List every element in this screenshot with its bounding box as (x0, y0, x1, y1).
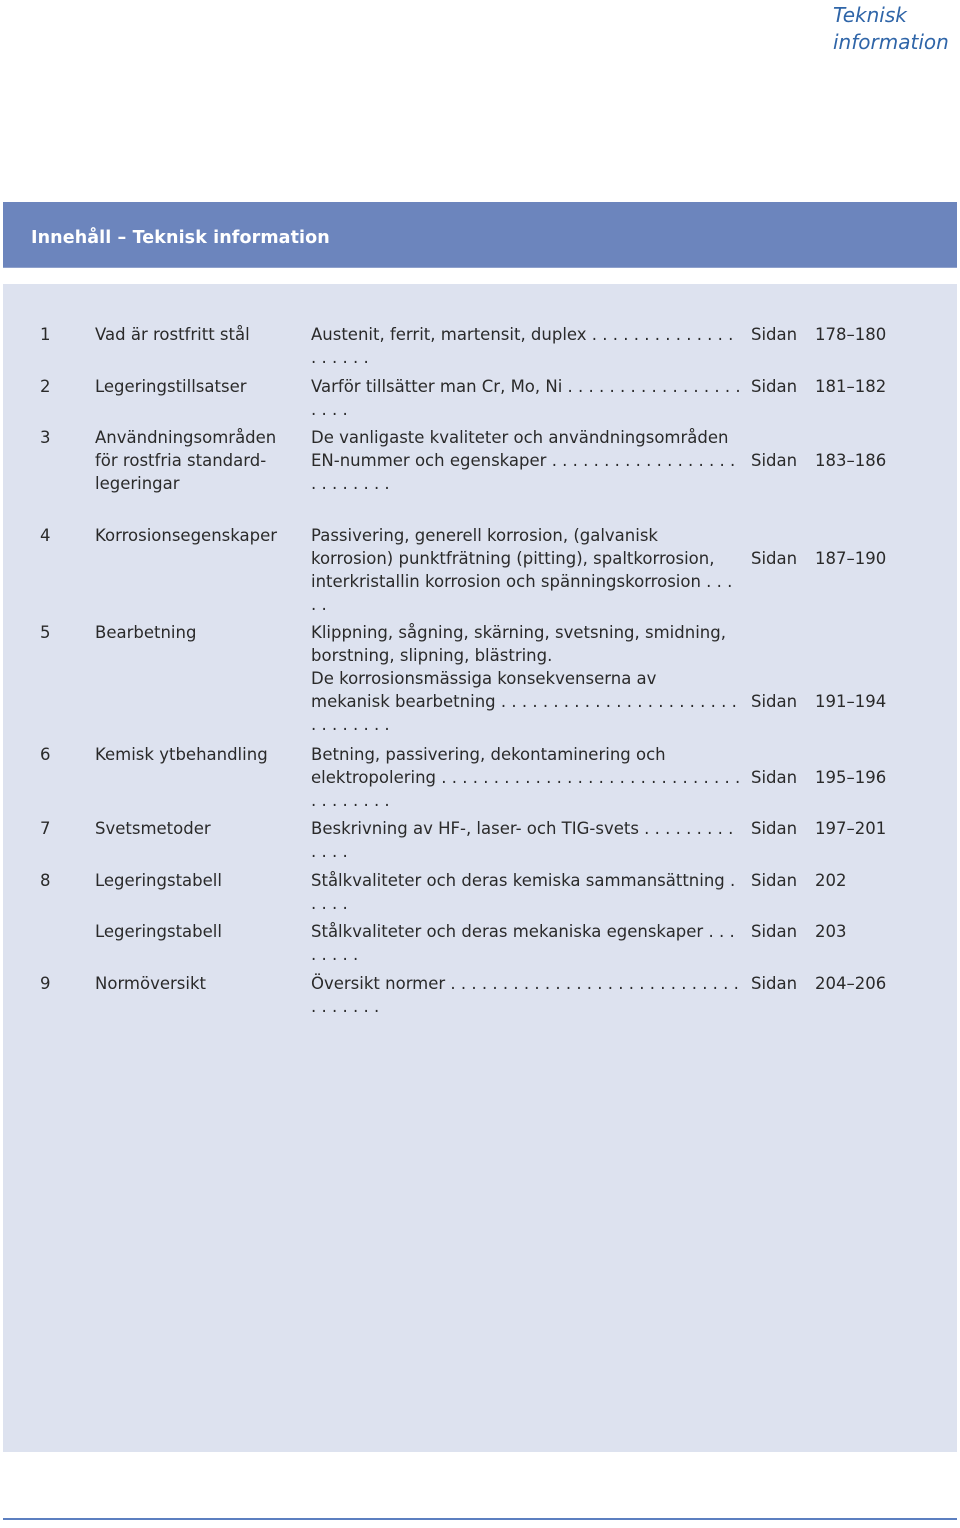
toc-row (3, 524, 957, 614)
chapter-title-line: Legeringstabell (95, 871, 222, 890)
contents-title: Innehåll – Teknisk information (31, 228, 330, 248)
chapter-description (311, 426, 741, 495)
chapter-description-line: Beskrivning av HF-, laser- och TIG-svets . . . . . . . . . . . . . (311, 819, 734, 861)
chapter-description-line: interkristallin korrosion och spänningskorrosion . . . . . (311, 572, 733, 614)
toc-row (3, 743, 957, 810)
chapter-description-line: De vanligaste kvaliteter och användningsområden (311, 428, 729, 447)
page-label: Sidan (751, 692, 798, 711)
chapter-title-line: Svetsmetoder (95, 819, 211, 838)
chapter-title (95, 426, 295, 495)
page-range: 203 (815, 922, 847, 941)
chapter-title-line: Legeringstabell (95, 922, 222, 941)
chapter-number: 6 (40, 745, 51, 764)
chapter-description-line: Stålkvaliteter och deras mekaniska egenskaper . . . . . . . . (311, 922, 735, 964)
chapter-title-line: Bearbetning (95, 623, 197, 642)
toc-row (3, 621, 957, 734)
chapter-description-line: elektropolering . . . . . . . . . . . . . . . . . . . . . . . . . . . . . . . . . . . . . (311, 768, 741, 810)
page-label: Sidan (751, 819, 798, 838)
chapter-number: 1 (40, 325, 51, 344)
chapter-title (95, 743, 295, 766)
chapter-description (311, 817, 741, 863)
page-range: 197–201 (815, 819, 887, 838)
chapter-title-line: legeringar (95, 474, 180, 493)
footer-divider (3, 1518, 957, 1520)
page-range: 183–186 (815, 451, 887, 470)
chapter-title (95, 817, 295, 840)
page-label: Sidan (751, 549, 798, 568)
page-label: Sidan (751, 974, 798, 993)
contents-panel (3, 284, 957, 1452)
page-label: Sidan (751, 922, 798, 941)
chapter-description (311, 323, 741, 369)
toc-row (3, 323, 957, 367)
chapter-description (311, 524, 741, 616)
toc-row (3, 817, 957, 861)
section-title-line-1: Teknisk (833, 3, 907, 27)
chapter-description (311, 869, 741, 915)
chapter-title-line: för rostfria standard- (95, 451, 267, 470)
page-label: Sidan (751, 768, 798, 787)
chapter-description-line: Varför tillsätter man Cr, Mo, Ni . . . . . . . . . . . . . . . . . . . . . (311, 377, 741, 419)
page-range: 204–206 (815, 974, 887, 993)
chapter-title (95, 524, 295, 547)
page-range: 181–182 (815, 377, 887, 396)
chapter-description (311, 743, 741, 812)
chapter-description-line: Betning, passivering, dekontaminering och (311, 745, 666, 764)
chapter-description (311, 920, 741, 966)
chapter-title-line: Användningsområden (95, 428, 277, 447)
chapter-description-line: Passivering, generell korrosion, (galvanisk (311, 526, 658, 545)
chapter-description-line: Stålkvaliteter och deras kemiska sammansättning . . . . . (311, 871, 736, 913)
chapter-description-line: korrosion) punktfrätning (pitting), spaltkorrosion, (311, 549, 715, 568)
page-label: Sidan (751, 325, 798, 344)
page-range: 191–194 (815, 692, 887, 711)
chapter-number: 8 (40, 871, 51, 890)
chapter-description (311, 621, 741, 736)
toc-row (3, 869, 957, 913)
section-title (833, 2, 958, 56)
chapter-description-line: EN-nummer och egenskaper . . . . . . . . . . . . . . . . . . . . . . . . . . (311, 451, 736, 493)
page-label: Sidan (751, 451, 798, 470)
chapter-number: 5 (40, 623, 51, 642)
toc-row (3, 972, 957, 1016)
chapter-title-line: Legeringstillsatser (95, 377, 247, 396)
toc-row (3, 426, 957, 495)
toc-row (3, 375, 957, 419)
chapter-title-line: Kemisk ytbehandling (95, 745, 268, 764)
chapter-description-line: borstning, slipning, blästring. (311, 646, 553, 665)
chapter-title-line: Vad är rostfritt stål (95, 325, 250, 344)
page-range: 178–180 (815, 325, 887, 344)
chapter-title (95, 869, 295, 892)
chapter-description-line: mekanisk bearbetning . . . . . . . . . . . . . . . . . . . . . . . . . . . . . . . (311, 692, 737, 734)
contents-header (3, 202, 957, 268)
chapter-description-line: De korrosionsmässiga konsekvenserna av (311, 669, 657, 688)
chapter-title (95, 972, 295, 995)
chapter-title (95, 323, 295, 346)
chapter-number: 4 (40, 526, 51, 545)
chapter-title (95, 375, 295, 398)
chapter-title (95, 621, 295, 644)
page-label: Sidan (751, 871, 798, 890)
chapter-description-line: Översikt normer . . . . . . . . . . . . . . . . . . . . . . . . . . . . . . . . . . . (311, 974, 739, 1016)
chapter-title-line: Korrosionsegenskaper (95, 526, 278, 545)
chapter-number: 3 (40, 428, 51, 447)
page-label: Sidan (751, 377, 798, 396)
chapter-number: 7 (40, 819, 51, 838)
chapter-description-line: Klippning, sågning, skärning, svetsning, smidning, (311, 623, 726, 642)
chapter-description (311, 375, 741, 421)
chapter-title-line: Normöversikt (95, 974, 207, 993)
chapter-description-line: Austenit, ferrit, martensit, duplex . . . . . . . . . . . . . . . . . . . . (311, 325, 734, 367)
chapter-number: 9 (40, 974, 51, 993)
page-range: 195–196 (815, 768, 887, 787)
page-range: 202 (815, 871, 847, 890)
chapter-number: 2 (40, 377, 51, 396)
chapter-title (95, 920, 295, 943)
toc-row (3, 920, 957, 964)
chapter-description (311, 972, 741, 1018)
section-title-line-2: information (833, 30, 949, 54)
page-range: 187–190 (815, 549, 887, 568)
